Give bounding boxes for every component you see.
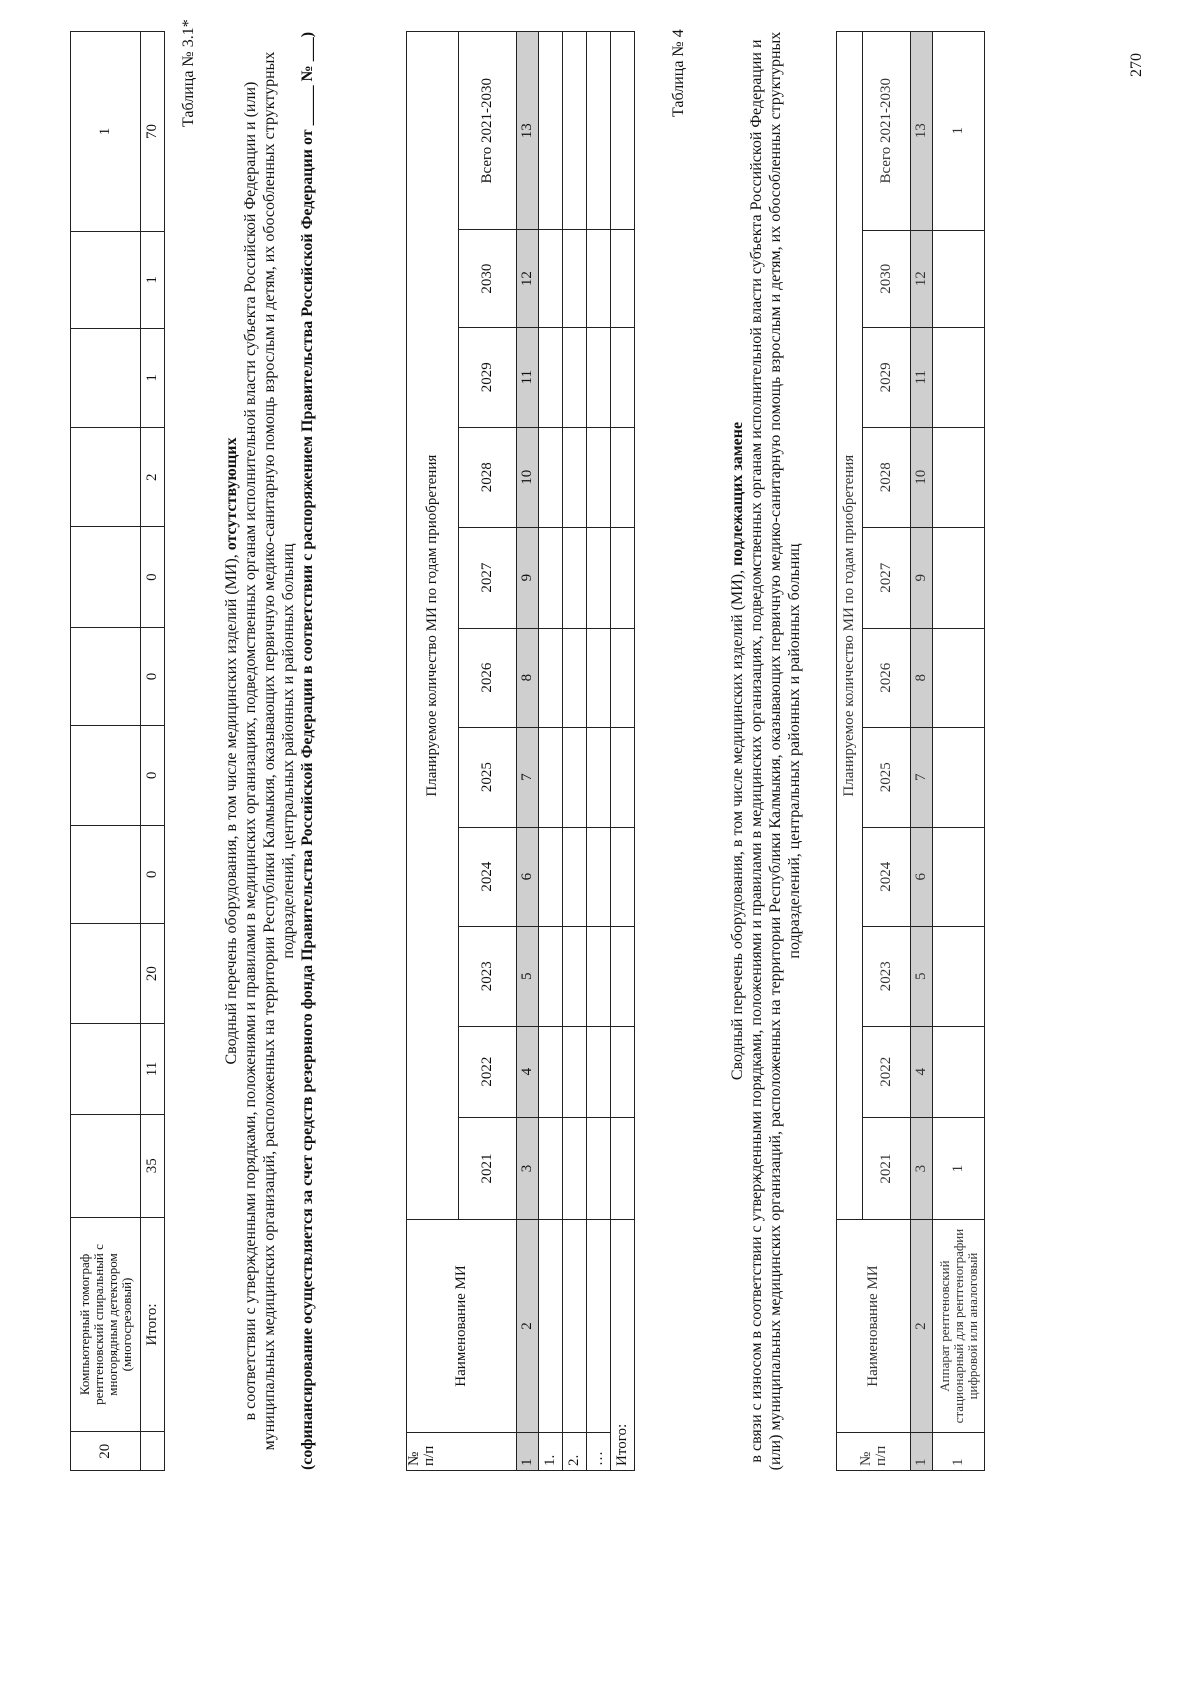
total-value: 0 <box>141 627 165 725</box>
table4-heading <box>728 31 804 1471</box>
total-label: Итого: <box>611 1220 635 1471</box>
total-header: Всего 2021-2030 <box>863 32 911 231</box>
year-header: 2030 <box>863 230 911 327</box>
table3-continuation <box>70 31 165 1471</box>
table-row <box>587 32 611 1471</box>
year-header: 2022 <box>459 1026 517 1117</box>
row-number: 20 <box>71 1432 141 1471</box>
value-cell <box>933 230 985 327</box>
equipment-name: Компьютерный томограф рентгеновский спиральный с многорядным детектором (многосрезовый) <box>71 1217 141 1432</box>
col-number: 5 <box>911 926 933 1026</box>
empty-cell <box>141 1432 165 1471</box>
col-number: 11 <box>911 327 933 427</box>
col-number: 12 <box>911 230 933 327</box>
col-number: 4 <box>517 1026 539 1117</box>
col-number: 2 <box>911 1220 933 1432</box>
equipment-name: Аппарат рентгеновский стационарный для рентгенографии цифровой или аналоговый <box>933 1220 985 1432</box>
col-number: 8 <box>517 628 539 727</box>
col-number: 4 <box>911 1026 933 1117</box>
col-number: 13 <box>911 32 933 231</box>
total-value: 1 <box>141 231 165 328</box>
column-number-row <box>517 32 539 1471</box>
total-header: Всего 2021-2030 <box>459 32 517 231</box>
value-cell: 1 <box>71 32 141 232</box>
value-cell: 1 <box>933 32 985 231</box>
col-number: 2 <box>517 1220 539 1432</box>
col-number: 7 <box>517 727 539 827</box>
year-header: 2028 <box>863 427 911 527</box>
year-header: 2029 <box>863 327 911 427</box>
col-number: 9 <box>517 527 539 628</box>
total-value: 2 <box>141 428 165 527</box>
total-value: 0 <box>141 527 165 627</box>
year-header: 2022 <box>863 1026 911 1117</box>
col-number: 9 <box>911 527 933 628</box>
value-cell <box>71 726 141 825</box>
col-number: 6 <box>517 827 539 926</box>
col-number: 6 <box>911 827 933 926</box>
value-cell <box>71 231 141 328</box>
name-header: Наименование МИ <box>407 1220 517 1432</box>
col-number: 10 <box>911 427 933 527</box>
table31 <box>406 31 635 1471</box>
table-row <box>563 32 587 1471</box>
year-header: 2025 <box>863 727 911 827</box>
value-cell <box>71 527 141 627</box>
year-header: 2021 <box>863 1117 911 1220</box>
value-cell <box>933 427 985 527</box>
value-cell <box>933 926 985 1026</box>
value-cell <box>933 327 985 427</box>
row-number: 2. <box>563 1432 587 1470</box>
table31-title: Сводный перечень оборудования, в том числе медицинских изделий (МИ), отсутствующих <box>223 437 240 1065</box>
col-number: 5 <box>517 926 539 1026</box>
name-header: Наименование МИ <box>837 1220 911 1432</box>
year-header: 2029 <box>459 327 517 427</box>
row-number: 1 <box>933 1432 985 1470</box>
value-cell <box>933 827 985 926</box>
column-number-row <box>911 32 933 1471</box>
year-header: 2028 <box>459 427 517 527</box>
row-number: 1. <box>539 1432 563 1470</box>
value-cell <box>71 428 141 527</box>
value-cell <box>933 527 985 628</box>
value-cell <box>933 628 985 727</box>
col-number: 10 <box>517 427 539 527</box>
total-row <box>141 32 165 1471</box>
year-header: 2025 <box>459 727 517 827</box>
col-number: 12 <box>517 230 539 327</box>
total-value: 1 <box>141 328 165 427</box>
year-header: 2030 <box>459 230 517 327</box>
year-header: 2027 <box>863 527 911 628</box>
year-header: 2023 <box>863 926 911 1026</box>
col-number: 7 <box>911 727 933 827</box>
total-value: 70 <box>141 32 165 232</box>
value-cell <box>71 1024 141 1115</box>
col-number: 13 <box>517 32 539 231</box>
table31-note: (софинансирование осуществляется за счет средств резервного фонда Правительства Российской Федерации в соответствии с распоряжением Правительства Российской Федерации от _____ № ___) <box>299 31 316 1471</box>
col-number: 1 <box>911 1432 933 1470</box>
value-cell <box>71 627 141 725</box>
planned-header: Планируемое количество МИ по годам приобретения <box>837 32 863 1220</box>
year-header: 2027 <box>459 527 517 628</box>
col-number: 1 <box>517 1432 539 1470</box>
table4-caption: Таблица № 4 <box>670 29 687 117</box>
value-cell <box>933 1026 985 1117</box>
table4-title: Сводный перечень оборудования, в том числе медицинских изделий (МИ), подлежащих замене <box>729 421 746 1081</box>
total-value: 0 <box>141 726 165 825</box>
year-header: 2024 <box>459 827 517 926</box>
value-cell: 1 <box>933 1117 985 1220</box>
col-number: 8 <box>911 628 933 727</box>
table31-heading <box>222 31 317 1471</box>
total-row <box>611 32 635 1471</box>
table4-body: в связи с износом в соответствии с утвержденными порядками, положениями и правилами в медицинских организациях, подведомственных органам исполнительной власти субъекта Российской Федерации и (или) муниципальных медицинских организаций, расположенных на территории Республики Калмыкия, оказывающих первичную медико-санитарную помощь взрослым и детям, их обособленных структурных подразделений, центральных районных и районных больниц <box>748 31 803 1471</box>
total-value: 20 <box>141 924 165 1024</box>
value-cell <box>933 727 985 827</box>
col-number: 3 <box>911 1117 933 1220</box>
total-value: 35 <box>141 1114 165 1217</box>
total-value: 0 <box>141 825 165 923</box>
row-number: … <box>587 1432 611 1470</box>
table31-caption: Таблица № 3.1* <box>180 19 197 127</box>
col-number: 3 <box>517 1117 539 1220</box>
total-label: Итого: <box>141 1217 165 1432</box>
value-cell <box>71 328 141 427</box>
value-cell <box>71 924 141 1024</box>
value-cell <box>71 1114 141 1217</box>
page-number: 270 <box>1128 53 1145 77</box>
value-cell <box>71 825 141 923</box>
table-row <box>71 32 141 1471</box>
table-row <box>539 32 563 1471</box>
table4 <box>836 31 985 1471</box>
year-header: 2024 <box>863 827 911 926</box>
num-header: № п/п <box>407 1432 517 1470</box>
planned-header: Планируемое количество МИ по годам приобретения <box>407 32 459 1220</box>
col-number: 11 <box>517 327 539 427</box>
year-header: 2021 <box>459 1117 517 1220</box>
total-value: 11 <box>141 1024 165 1115</box>
year-header: 2026 <box>459 628 517 727</box>
table-row <box>933 32 985 1471</box>
year-header: 2026 <box>863 628 911 727</box>
num-header: № п/п <box>837 1432 911 1470</box>
year-header: 2023 <box>459 926 517 1026</box>
table31-body: в соответствии с утвержденными порядками, положениями и правилами в медицинских организациях, подведомственных органам исполнительной власти субъекта Российской Федерации и (или) муниципальных медицинских организаций, расположенных на территории Республики Калмыкия, оказывающих первичную медико-санитарную помощь взрослым и детям, их обособленных структурных подразделений, центральных районных и районных больниц <box>242 51 297 1451</box>
